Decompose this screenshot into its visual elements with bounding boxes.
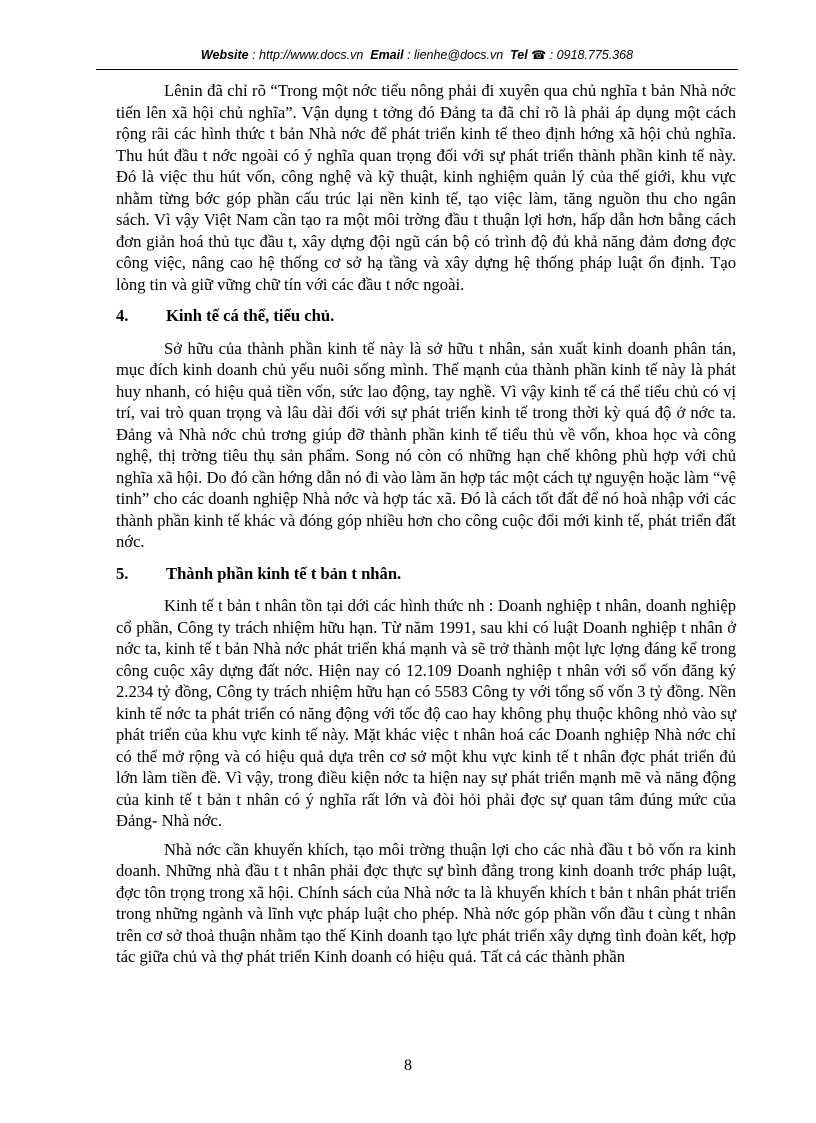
paragraph-2: Sở hữu của thành phần kinh tế này là sở hữu t nhân, sản xuất kinh doanh phân tán, mục đích kinh doanh chủ yếu nuôi sống mình. Thế mạnh của thành phần kinh tế này là phát huy nhanh, có hiệu quả tiền vốn, sức lao động, tay nghề. Vì vậy kinh tế cá thể tiểu chủ có vị trí, vai trò quan trọng và lâu dài đối với sự phát triển kinh tế trong thời kỳ quá độ ở nớc ta. Đảng và Nhà nớc chủ trơng giúp đỡ thành phần kinh tế tiểu thủ về vốn, khoa học và công nghệ, thị trờng tiêu thụ sản phẩm. Song nó còn có những hạn chế không phù hợp với chủ nghĩa xã hội. Do đó cần hớng dẫn nó đi vào làm ăn hợp tác một cách tự nguyện hoặc làm “vệ tinh” cho các doanh nghiệp Nhà nớc và hợp tác xã. Đó là cách tốt đất để nó hoà nhập với các thành phần kinh tế khác và đóng góp nhiều hơn cho công cuộc đổi mới kinh tế, phát triển đất nớc. [116,338,736,551]
email-link[interactable]: : lienhe@docs.vn [407,48,504,62]
page-number: 8 [404,1057,412,1074]
section-heading-4 [116,305,736,327]
phone-icon: ☎ [531,48,547,62]
section-number: 4. [116,306,129,325]
paragraph-4: Nhà nớc cần khuyến khích, tạo môi trờng thuận lợi cho các nhà đầu t bỏ vốn ra kinh doanh. Những nhà đầu t t nhân phải đợc thực sự bình đẳng trong kinh doanh trớc pháp luật, đợc tôn trọng trong xã hội. Chính sách của Nhà nớc ta là khuyến khích t bản t nhân phát triển trong những ngành và lĩnh vực pháp luật cho phép. Nhà nớc góp phần vốn đầu t cùng t nhân trên cơ sở thoả thuận nhằm tạo thế Kinh doanh tạo lực phát triển xây dựng tình đoàn kết, hợp tác giữa chủ và thợ phát triển Kinh doanh có hiệu quả. Tất cả các thành phần [116,839,736,966]
paragraph-1: Lênin đã chỉ rõ “Trong một nớc tiểu nông phải đi xuyên qua chủ nghĩa t bản Nhà nớc tiến lên xã hội chủ nghĩa”. Vận dụng t tởng đó Đảng ta đã chỉ rõ là phải áp dụng một cách rộng rãi các hình thức t bản Nhà nớc để phát triển kinh tế theo định hớng xã hội chủ nghĩa. Thu hút đầu t nớc ngoài có ý nghĩa quan trọng đối với sự phát triển thành phần kinh tế này. Đó là việc thu hút vốn, công nghệ và kỹ thuật, kinh nghiệm quản lý của thế giới, khu vực nhằm từng bớc góp phần cấu trúc lại nền kinh tế, tạo việc làm, tăng nguồn thu cho ngân sách. Vì vậy Việt Nam cần tạo ra một môi trờng đầu t thuận lợi hơn, hấp dẫn hơn bằng cách đơn giản hoá thủ tục đầu t, xây dựng đội ngũ cán bộ có trình độ đủ khả năng đảm đơng đợc công việc, nâng cao hệ thống cơ sở hạ tầng và xây dựng hệ thống pháp luật ổn định. Tạo lòng tin và giữ vững chữ tín với các đầu t nớc ngoài. [116,81,736,294]
section-title: Thành phần kinh tế t bản t nhân. [166,563,402,583]
website-label: Website [200,48,249,62]
section-heading-5 [116,563,736,585]
section-number: 5. [116,563,129,583]
paragraph-3: Kinh tế t bản t nhân tồn tại dới các hình thức nh : Doanh nghiệp t nhân, doanh nghiệp cổ phần, Công ty trách nhiệm hữu hạn. Từ năm 1991, sau khi có luật Doanh nghiệp t nhân ở nớc ta, kinh tế t bản Nhà nớc phát triển khá mạnh và sẽ trở thành một lực lợng đáng kể trong công cuộc xây dựng đất nớc. Hiện nay có 12.109 Doanh nghiệp t nhân với số vốn đăng ký 2.234 tỷ đồng, Công ty trách nhiệm hữu hạn có 5583 Công ty với tổng số vốn 3 tỷ đồng. Nền kinh tế nớc ta phát triển có năng động với tốc độ cao hay không phụ thuộc không nhỏ vào sự phát triển của khu vực kinh tế này. Mặt khác việc t nhân hoá các Doanh nghiệp Nhà nớc chỉ có thể mở rộng và có hiệu quả dựa trên cơ sở một khu vực kinh tế t nhân đợc phát triển đủ lớn làm tiền đề. Vì vậy, trong điều kiện nớc ta hiện nay sự phát triển mạnh mẽ và năng động của kinh tế t bản t nhân có ý nghĩa rất lớn và đòi hỏi phải đợc sự quan tâm đúng mức của Đảng- Nhà nớc. [116,596,736,830]
email-label: Email [370,48,404,62]
tel-value: : 0918.775.368 [549,48,634,62]
section-title: Kinh tế cá thể, tiểu chủ. [166,306,335,325]
document-body [116,80,736,968]
page-header [96,45,738,70]
tel-label: Tel [510,48,528,62]
website-link[interactable]: : http://www.docs.vn [252,48,364,62]
